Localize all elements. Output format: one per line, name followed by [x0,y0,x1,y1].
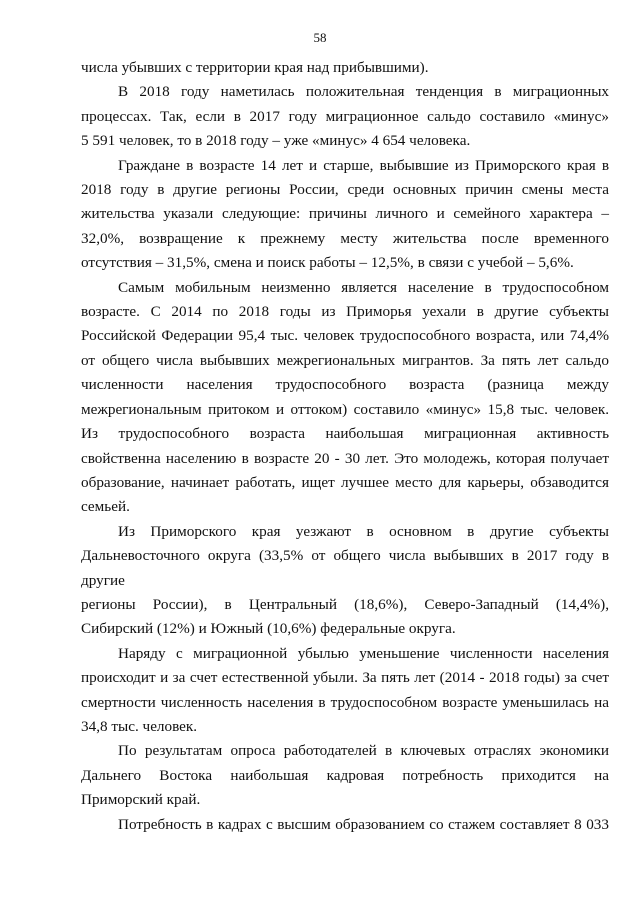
text-line: регионы России), в Центральный (18,6%), Северо-Западный (14,4%), [81,595,609,613]
text-line: образование, начинает работать, ищет лучшее место для карьеры, обзаводится [81,473,609,491]
text-line: 5 591 человек, то в 2018 году – уже «минус» 4 654 человека. [81,132,471,150]
text-line: числа убывших с территории края над прибывшими). [81,59,429,76]
text-line: Из Приморского края уезжают в основном в другие субъекты [118,522,609,540]
text-line: 34,8 тыс. человек. [81,717,198,735]
page-number: 58 [313,30,327,45]
text-line: 2018 году в другие регионы России, среди основных причин смены места [81,181,609,199]
body-text [81,56,609,837]
text-line: отсутствия – 31,5%, смена и поиск работы – 12,5%, в связи с учебой – 5,6%. [81,254,574,272]
text-line: По результатам опроса работодателей в ключевых отраслях экономики [118,742,609,760]
text-line: процессах. Так, если в 2017 году миграционное сальдо составило «минус» [81,107,609,125]
text-line: Граждане в возрасте 14 лет и старше, выбывшие из Приморского края в [118,156,609,174]
text-line: Дальнего Востока наибольшая кадровая потребность приходится на [81,766,609,784]
text-line: межрегиональным притоком и оттоком) составило «минус» 15,8 тыс. человек. [81,400,609,418]
text-line: возрасте. С 2014 по 2018 годы из Приморья уехали в другие субъекты [81,303,609,321]
text-line: Приморский край. [81,791,201,809]
text-line: от общего числа выбывших межрегиональных мигрантов. За пять лет сальдо [81,351,609,369]
text-line: Российской Федерации 95,4 тыс. человек трудоспособного возраста, или 74,4% [81,327,609,345]
text-line: численности населения трудоспособного возраста (разница между [81,376,609,394]
text-line: происходит и за счет естественной убыли. За пять лет (2014 - 2018 годы) за счет [81,669,609,687]
text-line: 32,0%, возвращение к прежнему месту жительства после временного [81,229,609,247]
text-line: Из трудоспособного возраста наибольшая миграционная активность [81,425,609,443]
text-line: семьей. [81,498,130,516]
text-line: жительства указали следующие: причины личного и семейного характера – [81,205,609,223]
text-line: В 2018 году наметилась положительная тенденция в миграционных [118,83,609,101]
text-line: Самым мобильным неизменно является население в трудоспособном [118,278,609,296]
text-line: свойственна населению в возрасте 20 - 30 лет. Это молодежь, которая получает [81,449,609,467]
text-line: Дальневосточного округа (33,5% от общего числа выбывших в 2017 году в [81,547,609,565]
text-line: Сибирский (12%) и Южный (10,6%) федеральные округа. [81,620,456,638]
text-line: другие [81,571,125,589]
text-line: смертности численность населения в трудоспособном возрасте уменьшилась на [81,693,609,711]
text-line: Потребность в кадрах с высшим образованием со стажем составляет 8 033 [118,815,609,833]
text-line: Наряду с миграционной убылью уменьшение численности населения [118,644,609,662]
